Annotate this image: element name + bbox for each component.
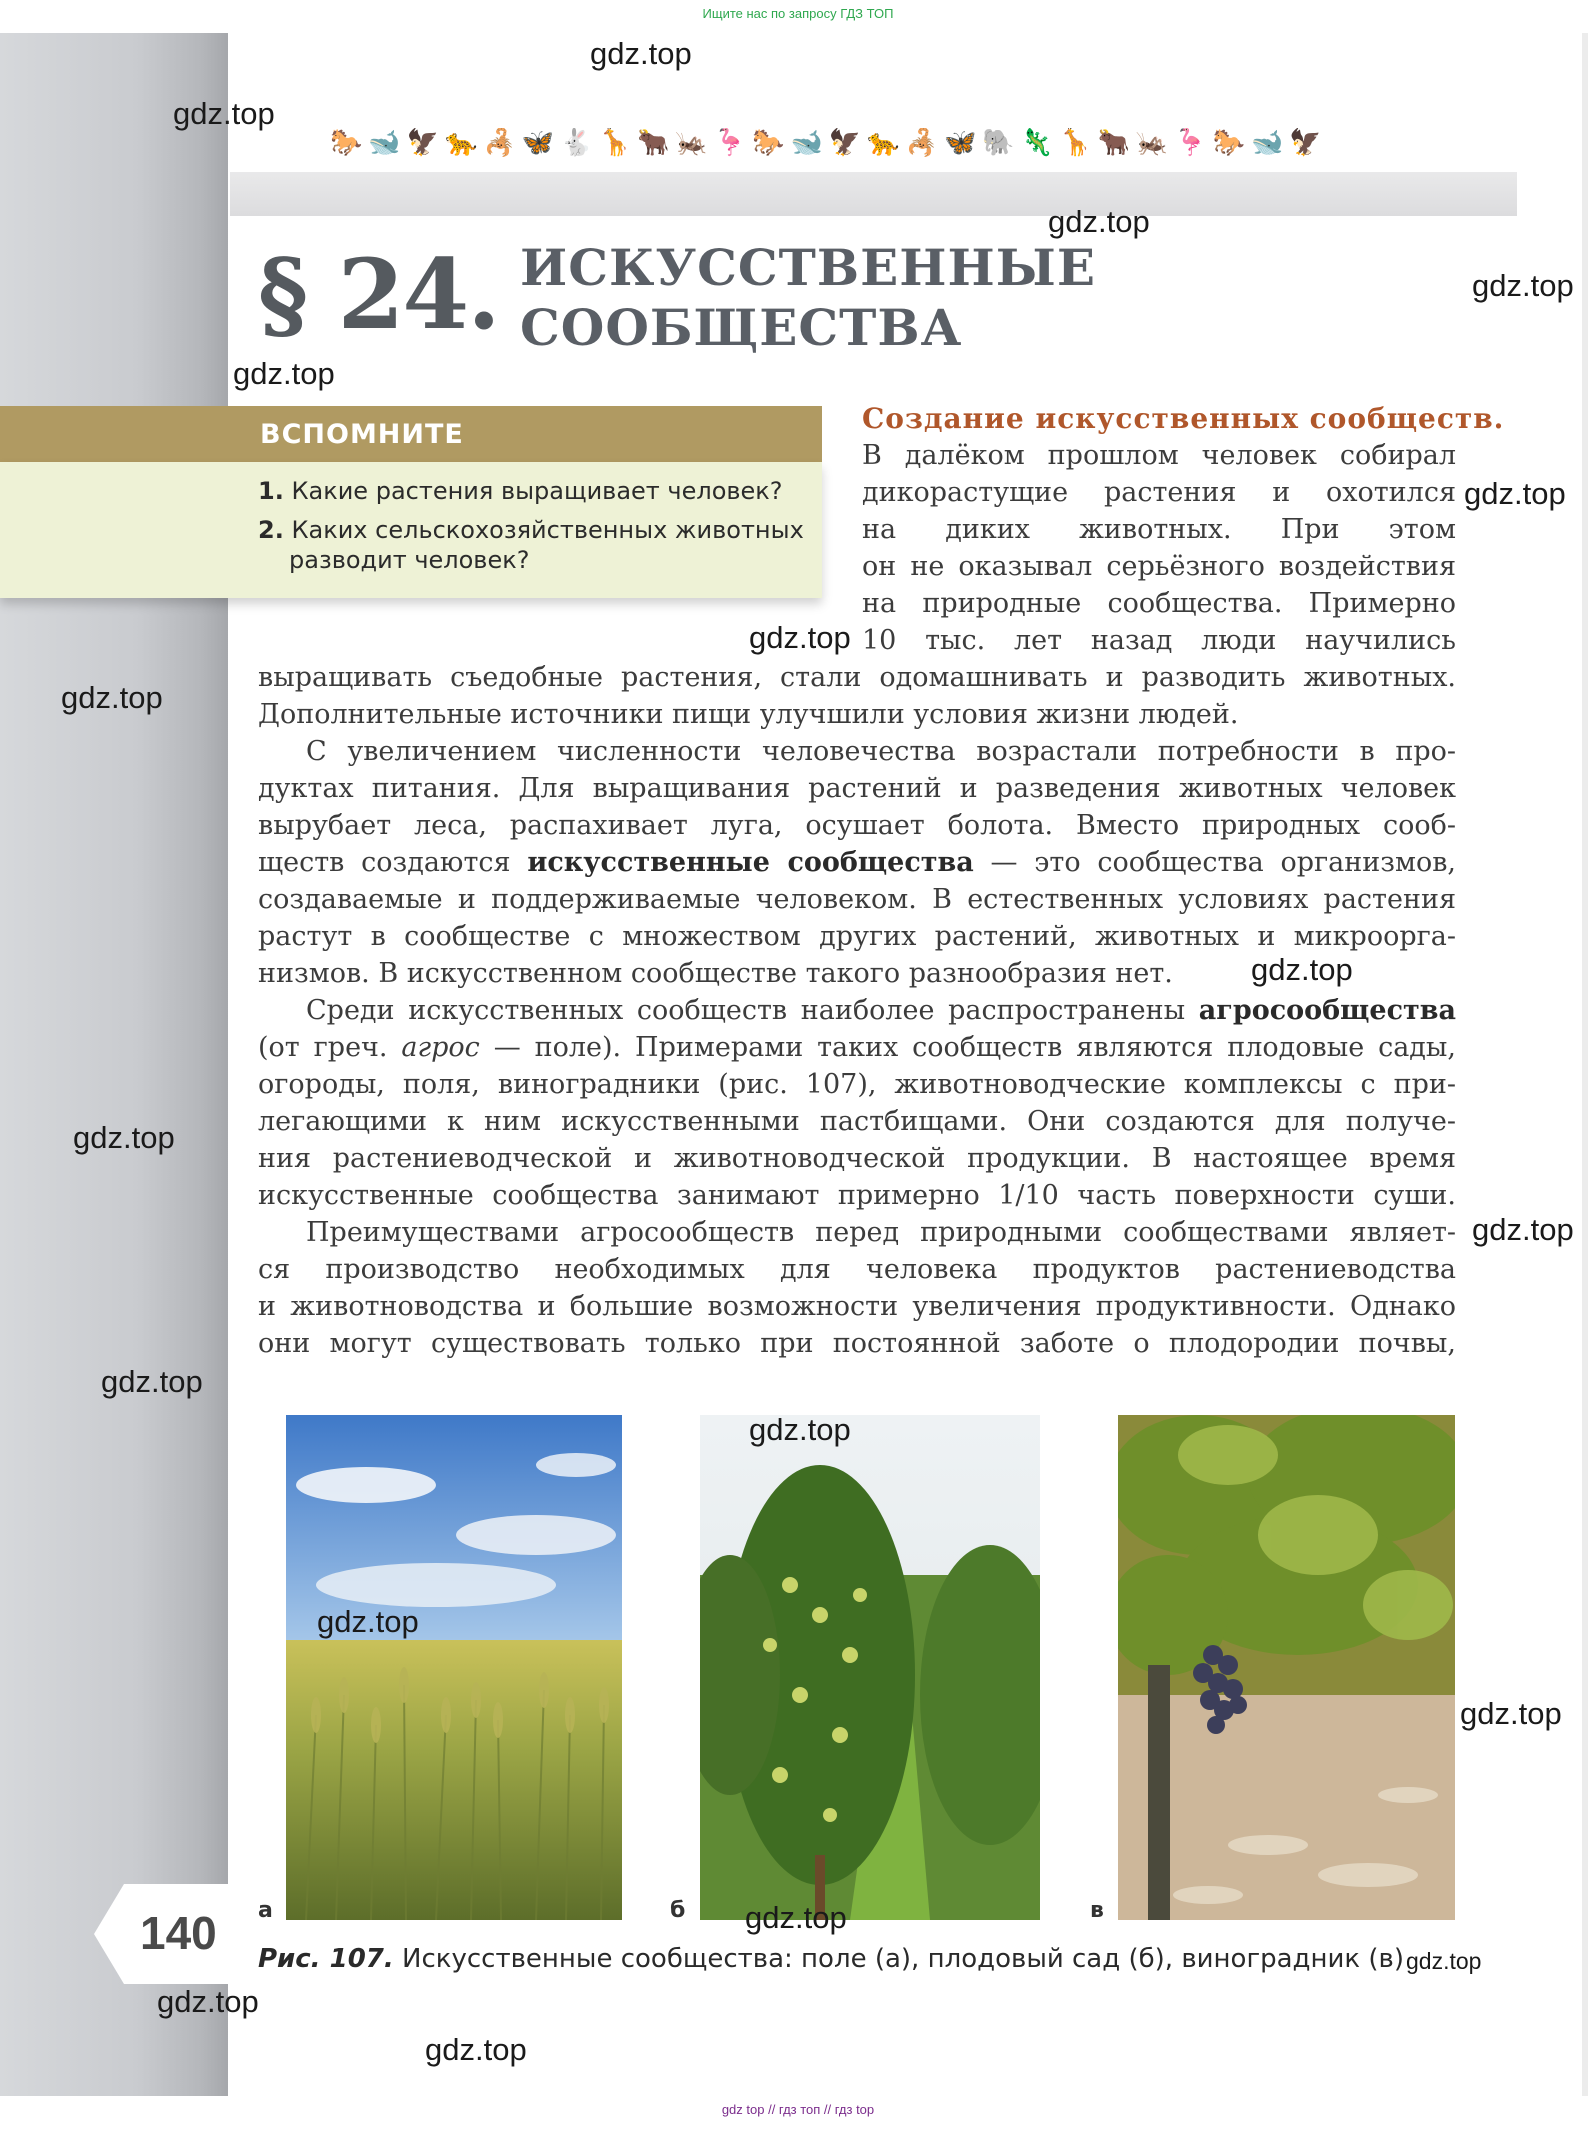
recall-question-2	[258, 516, 804, 544]
watermark-text: gdz.top	[73, 1120, 175, 1155]
recall-question-1-text: Какие растения выращивает человек?	[291, 477, 783, 505]
body-line-with-term	[306, 995, 1456, 1026]
body-line: вырубает леса, распахивает луга, осушает болота. Вместо природных сооб-	[258, 810, 1456, 841]
watermark-text: gdz.top	[590, 36, 692, 71]
body-line: низмов. В искусственном сообществе такого разнообразия нет.	[258, 958, 1173, 989]
bottom-footer-link[interactable]: gdz top // гдз топ // гдз top	[721, 2102, 875, 2117]
term-artificial-communities: искусственные сообщества	[527, 847, 974, 878]
text-run: (от греч.	[258, 1032, 402, 1063]
body-line: дуктах питания. Для выращивания растений и разведения животных человек	[258, 773, 1456, 804]
body-line-with-term	[258, 847, 1456, 878]
page-number: 140	[140, 1907, 217, 1959]
term-agrocommunities: агросообщества	[1198, 995, 1456, 1026]
body-line: они могут существовать только при постоянной заботе о плодородии почвы,	[258, 1328, 1456, 1359]
body-line: выращивать съедобные растения, стали одомашнивать и разводить животных.	[258, 662, 1456, 693]
watermark-text: gdz.top	[1460, 1696, 1562, 1731]
figure-caption-text: Искусственные сообщества: поле (а), плодовый сад (б), виноградник (в)	[393, 1944, 1405, 1974]
body-narrow-line: 10 тыс. лет назад люди научились	[862, 625, 1456, 656]
watermark-text: gdz.top	[173, 96, 275, 131]
watermark-text: gdz.top	[749, 620, 851, 655]
figure-label-b: б	[670, 1898, 686, 1923]
watermark-text: gdz.top	[1406, 1948, 1482, 1974]
watermark-text: gdz.top	[101, 1364, 203, 1399]
text-run: — это сообщества организмов,	[973, 847, 1456, 878]
body-line: С увеличением численности человечества возрастали потребности в про-	[306, 736, 1456, 767]
body-narrow-line: он не оказывал серьёзного воздействия	[862, 551, 1456, 582]
body-narrow-line: дикорастущие растения и охотился	[862, 477, 1456, 508]
watermark-text: gdz.top	[233, 356, 335, 391]
figure-label-a: а	[258, 1898, 273, 1923]
recall-question-1	[258, 477, 783, 505]
figure-caption-label: Рис. 107.	[258, 1944, 394, 1974]
watermark-text: gdz.top	[1472, 1212, 1574, 1247]
body-line: создаваемые и поддерживаемые человеком. В естественных условиях растения	[258, 884, 1456, 915]
body-line-with-italic	[258, 1032, 1456, 1063]
body-narrow-line: на природные сообщества. Примерно	[862, 588, 1456, 619]
photo-wheat-field	[286, 1415, 622, 1920]
watermark-text: gdz.top	[1251, 952, 1353, 987]
term-agros: агрос	[401, 1032, 480, 1063]
body-line: растут в сообществе с множеством других растений, животных и микроорга-	[258, 921, 1456, 952]
watermark-text: gdz.top	[61, 680, 163, 715]
watermark-text: gdz.top	[745, 1900, 847, 1935]
watermark-text: gdz.top	[1472, 268, 1574, 303]
recall-question-1-number: 1.	[258, 477, 284, 505]
body-line: Преимуществами агросообществ перед природными сообществами являет-	[306, 1217, 1456, 1248]
watermark-text: gdz.top	[425, 2032, 527, 2067]
recall-box-title: ВСПОМНИТЕ	[260, 419, 464, 450]
section-number: § 24.	[258, 238, 499, 351]
figure-label-v: в	[1090, 1898, 1104, 1923]
text-run: Среди искусственных сообществ наиболее распространены	[306, 995, 1199, 1026]
left-margin-strip	[0, 33, 228, 2096]
header-grey-bar	[230, 172, 1517, 216]
body-line: огороды, поля, виноградники (рис. 107), животноводческие комплексы с при-	[258, 1069, 1456, 1100]
subsection-heading: Создание искусственных сообществ.	[862, 402, 1505, 435]
right-page-edge	[1582, 33, 1588, 2096]
text-run: ществ создаются	[258, 847, 528, 878]
body-line: ния растениеводческой и животноводческой продукции. В настоящее время	[258, 1143, 1456, 1174]
photo-vineyard	[1118, 1415, 1455, 1920]
watermark-text: gdz.top	[317, 1604, 419, 1639]
recall-question-2-text-line-1: Каких сельскохозяйственных животных	[291, 516, 804, 544]
watermark-text: gdz.top	[1048, 204, 1150, 239]
photo-orchard	[700, 1415, 1040, 1920]
watermark-text: gdz.top	[749, 1412, 851, 1447]
animal-silhouettes-band: 🐎🐋🦅🐆🦂🦋🐇🦒🐂🦗🦩🐎🐋🦅🐆🦂🦋🐘🦎🦒🐂🦗🦩🐎🐋🦅	[330, 128, 1328, 158]
body-line: Дополнительные источники пищи улучшили условия жизни людей.	[258, 699, 1239, 730]
body-line: и животноводства и большие возможности увеличения продуктивности. Однако	[258, 1291, 1456, 1322]
body-line: ся производство необходимых для человека продуктов растениеводства	[258, 1254, 1456, 1285]
section-title-line-1: ИСКУССТВЕННЫЕ	[520, 238, 1096, 297]
body-line: искусственные сообщества занимают примерно 1/10 часть поверхности суши.	[258, 1180, 1456, 1211]
watermark-text: gdz.top	[1464, 476, 1566, 511]
recall-question-2-number: 2.	[258, 516, 284, 544]
body-narrow-line: В далёком прошлом человек собирал	[862, 440, 1456, 471]
text-run: — поле). Примерами таких сообществ являются плодовые сады,	[479, 1032, 1456, 1063]
watermark-text: gdz.top	[157, 1984, 259, 2019]
top-search-link[interactable]: Ищите нас по запросу ГДЗ ТОП	[702, 6, 894, 21]
body-narrow-line: на диких животных. При этом	[862, 514, 1456, 545]
recall-question-2-text-line-2: разводит человек?	[289, 546, 530, 574]
section-title-line-2: СООБЩЕСТВА	[520, 298, 963, 357]
figure-caption	[258, 1944, 1404, 1974]
body-line: легающими к ним искусственными пастбищами. Они создаются для получе-	[258, 1106, 1456, 1137]
